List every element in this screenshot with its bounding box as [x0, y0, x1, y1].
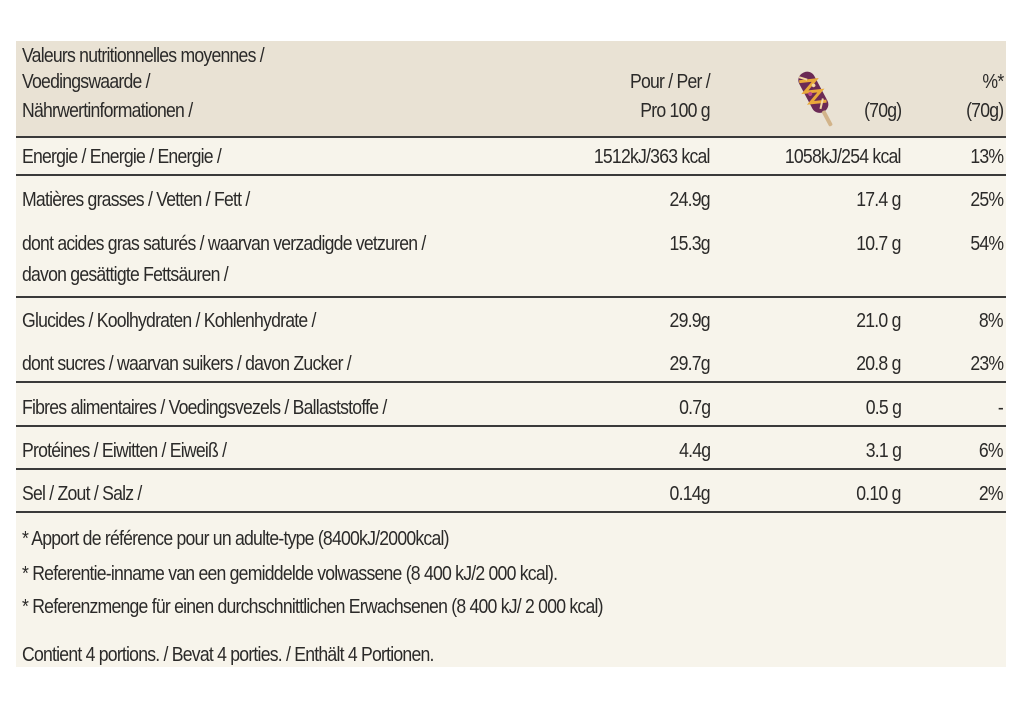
row-label: Glucides / Koolhydraten / Kohlenhydrate /	[22, 309, 316, 332]
row-per100: 0.7g	[678, 396, 710, 419]
row-per100: 24.9g	[669, 188, 710, 211]
portions-note: Contient 4 portions. / Bevat 4 porties. / Enthält 4 Portionen.	[22, 643, 434, 666]
row-label: Sel / Zout / Salz /	[22, 482, 142, 505]
row-label: Fibres alimentaires / Voedingsvezels / Ballaststoffe /	[22, 396, 387, 419]
row-rule	[16, 468, 1006, 470]
row-per100: 0.14g	[669, 482, 710, 505]
footnote-nl: * Referentie-inname van een gemiddelde volwassene (8 400 kJ/2 000 kcal).	[22, 562, 558, 585]
table-bottom-rule	[16, 511, 1006, 513]
header-portion: (70g)	[863, 99, 901, 122]
row-portion: 0.5 g	[865, 396, 901, 419]
footnote-fr: * Apport de référence pour un adulte-type (8400kJ/2000kcal)	[22, 527, 449, 550]
ice-cream-bar-icon	[798, 65, 838, 135]
header-per100-line1: Pour / Per /	[630, 70, 710, 93]
row-pct: 23%	[970, 352, 1003, 375]
row-portion: 17.4 g	[856, 188, 901, 211]
row-pct: 2%	[979, 482, 1003, 505]
header-pct-line1: %*	[982, 70, 1003, 93]
footnote-de: * Referenzmenge für einen durchschnittlichen Erwachsenen (8 400 kJ/ 2 000 kcal)	[22, 595, 603, 618]
row-per100: 15.3g	[669, 232, 710, 255]
nutrition-table	[16, 41, 1006, 667]
row-pct: -	[997, 396, 1003, 419]
row-rule	[16, 381, 1006, 383]
row-portion: 20.8 g	[856, 352, 901, 375]
row-label-line1: dont acides gras saturés / waarvan verzadigde vetzuren /	[22, 232, 426, 255]
row-pct: 6%	[979, 439, 1003, 462]
row-rule	[16, 425, 1006, 427]
header-nutrient-label-line2: Voedingswaarde /	[22, 70, 150, 93]
row-pct: 25%	[970, 188, 1003, 211]
row-per100: 29.9g	[669, 309, 710, 332]
header-pct-line2: (70g)	[965, 99, 1003, 122]
row-per100: 29.7g	[669, 352, 710, 375]
row-portion: 0.10 g	[856, 482, 901, 505]
row-portion: 1058kJ/254 kcal	[785, 145, 901, 168]
row-label: Protéines / Eiwitten / Eiweiß /	[22, 439, 227, 462]
row-rule	[16, 296, 1006, 298]
row-label: Energie / Energie / Energie /	[22, 145, 222, 168]
row-label: dont sucres / waarvan suikers / davon Zucker /	[22, 352, 351, 375]
row-pct: 8%	[979, 309, 1003, 332]
row-rule	[16, 174, 1006, 176]
header-nutrient-label-line3: Nährwertinformationen /	[22, 99, 193, 122]
row-label-line2: davon gesättigte Fettsäuren /	[22, 263, 228, 286]
row-portion: 21.0 g	[856, 309, 901, 332]
row-per100: 1512kJ/363 kcal	[594, 145, 710, 168]
header-per100-line2: Pro 100 g	[640, 99, 710, 122]
row-per100: 4.4g	[678, 439, 710, 462]
table-header	[16, 41, 1006, 136]
header-rule	[16, 136, 1006, 138]
row-pct: 13%	[970, 145, 1003, 168]
header-nutrient-label-line1: Valeurs nutritionnelles moyennes /	[22, 44, 264, 67]
row-portion: 10.7 g	[856, 232, 901, 255]
row-label: Matières grasses / Vetten / Fett /	[22, 188, 250, 211]
row-pct: 54%	[970, 232, 1003, 255]
row-portion: 3.1 g	[865, 439, 901, 462]
